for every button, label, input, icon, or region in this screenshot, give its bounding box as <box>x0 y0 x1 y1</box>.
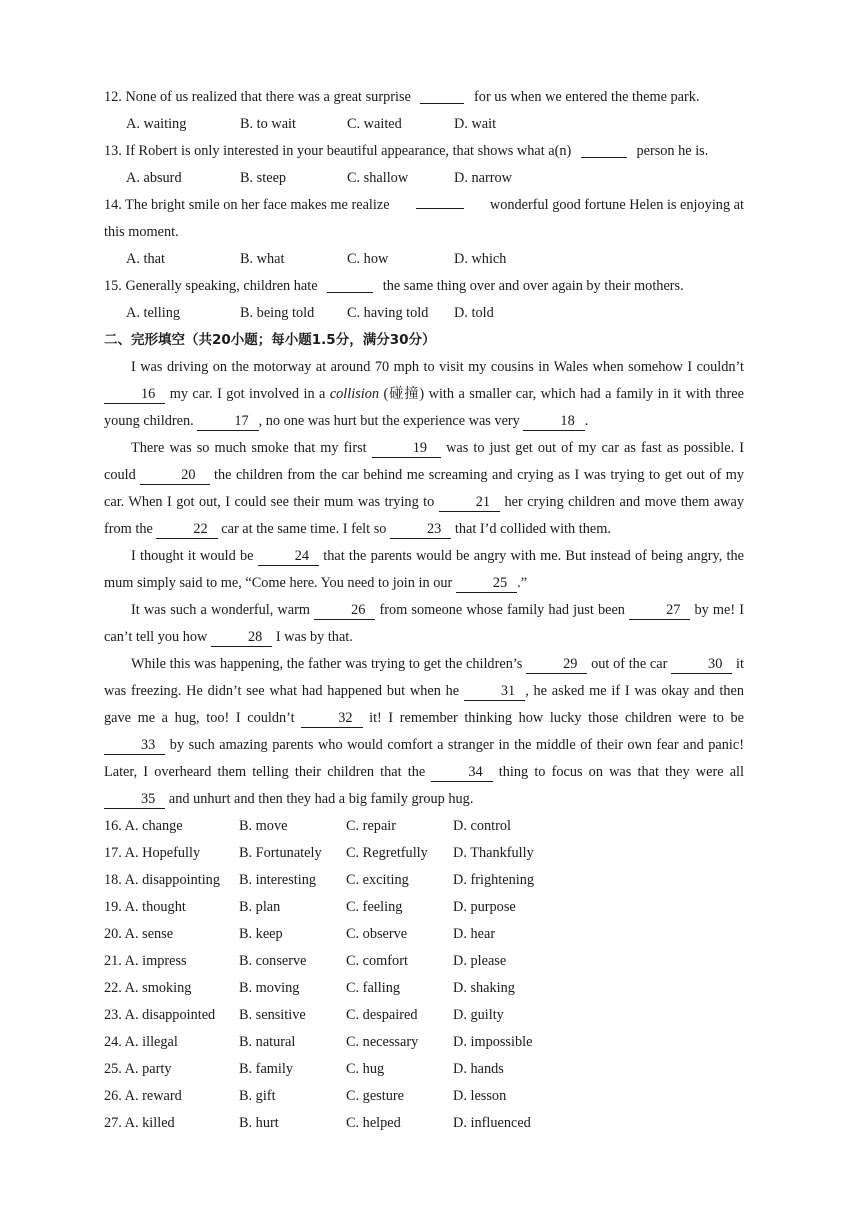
cloze-option-row <box>104 1083 744 1110</box>
question-text-after: wonderful good fortune Helen is enjoying at <box>489 197 744 213</box>
option-a: A. absurd <box>126 170 182 186</box>
question-text: 15. Generally speaking, children hate <box>104 278 318 294</box>
passage-text: While this was happening, the father was trying to get the children’s <box>131 656 527 672</box>
blank-19: 19 <box>372 439 441 458</box>
option-c: C. hug <box>346 1061 385 1077</box>
passage-text: by such amazing parents who would comfort a stranger in the middle of their own fear and panic! Later, I overheard them telling their children that the <box>104 737 744 780</box>
option-d: D. Thankfully <box>453 845 534 861</box>
option-d: D. narrow <box>454 170 512 186</box>
blank-26: 26 <box>314 601 375 620</box>
blank-35: 35 <box>104 790 165 809</box>
question-12 <box>104 84 744 111</box>
option-d: D. told <box>454 305 494 321</box>
passage-text: that I’d collided with them. <box>451 521 611 537</box>
option-b: B. what <box>240 251 285 267</box>
blank-28: 28 <box>211 628 272 647</box>
option-c: C. gesture <box>346 1088 404 1104</box>
cloze-option-row <box>104 1002 744 1029</box>
section-heading: 二、完形填空（共20小题；每小题1.5分，满分30分） <box>104 332 436 348</box>
blank-23: 23 <box>390 520 451 539</box>
option-c: C. Regretfully <box>346 845 428 861</box>
passage-text: my car. I got involved in a <box>165 386 330 402</box>
passage-text: .” <box>517 575 528 591</box>
option-c: C. how <box>347 251 389 267</box>
cloze-option-row <box>104 840 744 867</box>
blank-18: 18 <box>523 412 584 431</box>
option-c: C. despaired <box>346 1007 418 1023</box>
option-a: 23. A. disappointed <box>104 1007 216 1023</box>
passage-text: it! I remember thinking how lucky those children were to be <box>362 710 744 726</box>
passage-text: There was so much smoke that my first <box>131 440 372 456</box>
option-d: D. impossible <box>453 1034 533 1050</box>
option-d: D. hands <box>453 1061 504 1077</box>
option-d: D. guilty <box>453 1007 504 1023</box>
emphasized-word: collision <box>329 386 380 402</box>
question-text: 13. If Robert is only interested in your beautiful appearance, that shows what a(n) <box>104 143 572 159</box>
option-c: C. feeling <box>346 899 403 915</box>
option-b: B. sensitive <box>239 1007 306 1023</box>
option-a: 22. A. smoking <box>104 980 192 996</box>
option-a: A. telling <box>126 305 181 321</box>
option-a: 17. A. Hopefully <box>104 845 201 861</box>
blank-34: 34 <box>431 763 492 782</box>
cloze-option-row <box>104 1110 744 1137</box>
blank-33: 33 <box>104 736 165 755</box>
option-d: D. wait <box>454 116 497 132</box>
passage-text: , he asked me if I was okay and then gave me a hug, too! I couldn’t <box>104 683 744 726</box>
passage-text: . <box>584 413 589 429</box>
option-a: 19. A. thought <box>104 899 186 915</box>
answer-blank <box>581 141 627 158</box>
option-a: A. waiting <box>126 116 187 132</box>
blank-20: 20 <box>140 466 209 485</box>
cloze-option-row <box>104 948 744 975</box>
passage-text: , no one was hurt but the experience was very <box>258 413 524 429</box>
passage-paragraph-5 <box>104 651 744 813</box>
blank-17: 17 <box>197 412 258 431</box>
option-d: D. control <box>453 818 511 834</box>
passage-paragraph-2 <box>104 435 744 543</box>
exam-page <box>104 84 744 1137</box>
option-c: C. observe <box>346 926 408 942</box>
option-b: B. natural <box>239 1034 296 1050</box>
option-c: C. comfort <box>346 953 408 969</box>
options-15 <box>104 300 744 327</box>
option-c: C. necessary <box>346 1034 419 1050</box>
cloze-option-row <box>104 894 744 921</box>
passage-text: I was driving on the motorway at around 70 mph to visit my cousins in Wales when somehow I couldn’t <box>131 359 744 375</box>
option-d: D. shaking <box>453 980 515 996</box>
options-14 <box>104 246 744 273</box>
option-d: D. which <box>454 251 507 267</box>
option-d: D. please <box>453 953 507 969</box>
option-b: B. keep <box>239 926 283 942</box>
cloze-option-row <box>104 813 744 840</box>
question-14 <box>104 192 744 219</box>
cloze-option-row <box>104 1056 744 1083</box>
option-d: D. lesson <box>453 1088 507 1104</box>
option-b: B. plan <box>239 899 281 915</box>
passage-text: out of the car <box>587 656 672 672</box>
option-b: B. gift <box>239 1088 276 1104</box>
option-a: 21. A. impress <box>104 953 187 969</box>
question-text: 12. None of us realized that there was a great surprise <box>104 89 411 105</box>
passage-paragraph-1 <box>104 354 744 435</box>
option-a: 27. A. killed <box>104 1115 175 1131</box>
option-b: B. being told <box>240 305 315 321</box>
passage-text: I thought it would be <box>131 548 258 564</box>
passage-text: (碰撞) with a smaller car, which had a family in it with three young children. <box>104 386 744 429</box>
blank-30: 30 <box>671 655 732 674</box>
option-b: B. Fortunately <box>239 845 322 861</box>
question-15 <box>104 273 744 300</box>
option-b: B. conserve <box>239 953 307 969</box>
question-text: 14. The bright smile on her face makes me realize <box>104 197 390 213</box>
option-d: D. hear <box>453 926 496 942</box>
passage-text: her crying children and move them away from the <box>104 494 744 537</box>
blank-24: 24 <box>258 547 319 566</box>
passage-paragraph-4 <box>104 597 744 651</box>
option-b: B. move <box>239 818 288 834</box>
passage-text: thing to focus on was that they were all <box>492 764 744 780</box>
passage-text: I was by that. <box>272 629 353 645</box>
blank-21: 21 <box>439 493 500 512</box>
option-b: B. to wait <box>240 116 296 132</box>
question-text-after: person he is. <box>636 143 709 159</box>
passage-paragraph-3 <box>104 543 744 597</box>
question-text-after: the same thing over and over again by their mothers. <box>382 278 684 294</box>
option-c: C. exciting <box>346 872 409 888</box>
blank-25: 25 <box>456 574 517 593</box>
option-c: C. repair <box>346 818 397 834</box>
option-a: 26. A. reward <box>104 1088 182 1104</box>
option-a: 18. A. disappointing <box>104 872 220 888</box>
blank-27: 27 <box>629 601 690 620</box>
cloze-options <box>104 813 744 1137</box>
option-a: 25. A. party <box>104 1061 172 1077</box>
option-c: C. shallow <box>347 170 409 186</box>
option-b: B. hurt <box>239 1115 279 1131</box>
cloze-option-row <box>104 975 744 1002</box>
option-a: A. that <box>126 251 165 267</box>
blank-22: 22 <box>156 520 217 539</box>
option-d: D. influenced <box>453 1115 531 1131</box>
option-b: B. interesting <box>239 872 317 888</box>
answer-blank <box>420 87 464 104</box>
passage-text: by me! I can’t tell you how <box>104 602 744 645</box>
passage-text: it was freezing. He didn’t see what had happened but when he <box>104 656 744 699</box>
answer-blank <box>327 276 373 293</box>
option-d: D. purpose <box>453 899 516 915</box>
blank-29: 29 <box>526 655 587 674</box>
option-a: 20. A. sense <box>104 926 174 942</box>
cloze-option-row <box>104 867 744 894</box>
option-c: C. having told <box>347 305 429 321</box>
passage-text: from someone whose family had just been <box>375 602 630 618</box>
option-c: C. helped <box>346 1115 401 1131</box>
question-13 <box>104 138 744 165</box>
blank-31: 31 <box>464 682 525 701</box>
cloze-option-row <box>104 1029 744 1056</box>
cloze-option-row <box>104 921 744 948</box>
option-d: D. frightening <box>453 872 534 888</box>
blank-16: 16 <box>104 385 165 404</box>
blank-32: 32 <box>301 709 362 728</box>
option-c: C. waited <box>347 116 402 132</box>
question-text-after: for us when we entered the theme park. <box>474 89 700 105</box>
passage-text: the children from the car behind me screaming and crying as I was trying to get out of my car. When I got out, I could see their mum was trying to <box>104 467 744 510</box>
option-b: B. family <box>239 1061 294 1077</box>
option-b: B. moving <box>239 980 300 996</box>
passage-text: car at the same time. I felt so <box>217 521 390 537</box>
passage-text: was to just get out of my car as fast as possible. I could <box>104 440 744 483</box>
answer-blank <box>416 192 464 209</box>
option-b: B. steep <box>240 170 287 186</box>
passage-text: and unhurt and then they had a big family group hug. <box>165 791 474 807</box>
option-a: 16. A. change <box>104 818 183 834</box>
options-12 <box>104 111 744 138</box>
passage-text: that the parents would be angry with me. But instead of being angry, the mum simply said to me, “Come here. You need to join in our <box>104 548 744 591</box>
option-a: 24. A. illegal <box>104 1034 178 1050</box>
passage-text: It was such a wonderful, warm <box>131 602 315 618</box>
options-13 <box>104 165 744 192</box>
question-14-continued: this moment. <box>104 224 179 240</box>
option-c: C. falling <box>346 980 401 996</box>
